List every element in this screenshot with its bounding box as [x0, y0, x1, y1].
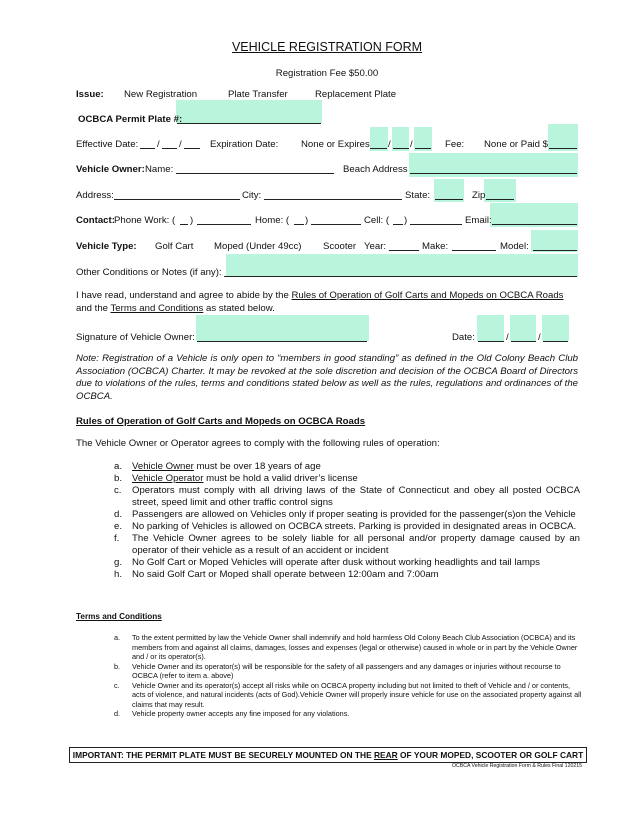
agreement-text: I have read, understand and agree to abide by the — [76, 290, 292, 301]
rule-text: Operators must comply with all driving laws of the State of Connecticut and obey all posted OCBCA street, speed limit and other traffic control signs — [132, 485, 580, 508]
none-or-expires-label: None or Expires — [301, 139, 370, 150]
rule-text: Passengers are allowed on Vehicles only if proper seating is provided for the passenger(s)on the Vehicle — [132, 509, 576, 520]
date-slash: / — [179, 139, 182, 150]
email-label: Email: — [465, 215, 492, 226]
phone-work-field[interactable] — [197, 215, 251, 225]
other-notes-label: Other Conditions or Notes (if any): — [76, 267, 222, 278]
signature-date-label: Date: — [452, 332, 475, 343]
vehicle-type-golf-cart[interactable]: Golf Cart — [155, 241, 194, 252]
effective-date-label: Effective Date: — [76, 139, 139, 150]
signature-label: Signature of Vehicle Owner: — [76, 332, 195, 343]
model-field[interactable] — [533, 241, 577, 251]
phone-home-area-field[interactable] — [294, 215, 304, 225]
rule-marker: d. — [114, 509, 123, 520]
important-notice-text: OF YOUR MOPED, SCOOTER OR GOLF CART — [397, 750, 584, 760]
date-slash: / — [388, 139, 391, 150]
term-text: Vehicle Owner and its operator(s) will be responsible for the safety of all passengers and any damages or injuries without recourse to OCBCA (refer to item a. above) — [132, 661, 561, 680]
paren-close: ) — [190, 215, 194, 226]
rule-marker: g. — [114, 557, 123, 568]
vehicle-type-moped[interactable]: Moped (Under 49cc) — [214, 241, 302, 252]
year-label: Year: — [364, 241, 387, 252]
effective-day-field[interactable] — [162, 139, 177, 149]
vehicle-type-label: Vehicle Type: — [76, 241, 137, 252]
rule-underlined-term: Vehicle Owner — [132, 461, 194, 472]
none-or-paid-label: None or Paid $ — [484, 139, 548, 150]
rule-item — [114, 521, 580, 533]
email-field[interactable] — [492, 215, 577, 225]
year-field[interactable] — [389, 241, 419, 251]
state-label: State: — [405, 190, 431, 201]
beach-address-field[interactable] — [410, 164, 577, 174]
permit-plate-field[interactable] — [177, 114, 321, 124]
issue-option-plate-transfer[interactable]: Plate Transfer — [228, 89, 288, 100]
permit-plate-label: OCBCA Permit Plate #: — [78, 114, 183, 125]
fee-label: Fee: — [445, 139, 465, 150]
phone-work-label: Phone Work: ( — [114, 215, 176, 226]
state-field[interactable] — [435, 190, 463, 200]
rule-item — [114, 485, 580, 509]
rule-item — [114, 533, 580, 557]
term-item — [114, 709, 584, 719]
zip-label: Zip — [472, 190, 486, 201]
owner-name-label: Name: — [145, 164, 174, 175]
rule-text: No said Golf Cart or Moped shall operate between 12:00am and 7:00am — [132, 569, 439, 580]
term-marker: d. — [114, 709, 121, 718]
agreement-paragraph — [76, 290, 578, 315]
membership-note: Note: Registration of a Vehicle is only open to “members in good standing” as defined in the Old Colony Beach Club Association (OCBCA) Charter. It may be revoked at the sole discretion and decision of the OCBCA Board of Directors due to violations of the rules, terms and conditions stated below as well as the rules, regulations and ordinances of the OCBCA. — [76, 353, 578, 402]
rule-marker: a. — [114, 461, 123, 472]
model-label: Model: — [500, 241, 529, 252]
term-text: To the extent permitted by law the Vehicle Owner shall indemnify and hold harmless Old Colony Beach Club Association (OCBCA) and its members from and against all claims, damages, losses and expenses (legal or otherwise) caused in whole or in part by the Vehicle Owner and / or its operator(s). — [132, 633, 578, 661]
rule-item — [114, 509, 580, 521]
zip-field[interactable] — [486, 190, 514, 200]
fee-paid-field[interactable] — [549, 139, 577, 149]
term-item — [114, 681, 584, 710]
contact-label: Contact: — [76, 215, 115, 226]
rule-text: The Vehicle Owner agrees to be solely liable for all personal and/or property damage caused by an operator of their vehicle as a result of an accident or incident — [132, 533, 580, 556]
phone-cell-field[interactable] — [410, 215, 462, 225]
term-text: Vehicle Owner and its operator(s) accept all risks while on OCBCA property including but not limited to theft of Vehicle and / or contents, acts of violence, and natural incidents (acts of God).Vehicle Owner will properly insure vehicle for use on the associated property against all claims that may result. — [132, 680, 582, 709]
rule-text: must be hold a valid driver’s license — [203, 473, 358, 484]
form-title: VEHICLE REGISTRATION FORM — [231, 40, 423, 54]
important-notice-text: IMPORTANT: THE PERMIT PLATE MUST BE SECURELY MOUNTED ON THE — [72, 750, 374, 760]
city-label: City: — [242, 190, 262, 201]
date-slash: / — [538, 332, 541, 343]
rule-item — [114, 473, 580, 485]
rules-list — [114, 461, 580, 581]
issue-label: Issue: — [76, 89, 104, 100]
issue-option-replacement-plate[interactable]: Replacement Plate — [315, 89, 397, 100]
term-item — [114, 662, 584, 681]
effective-year-field[interactable] — [184, 139, 200, 149]
beach-address-label: Beach Address — [343, 164, 408, 175]
vehicle-type-scooter[interactable]: Scooter — [323, 241, 357, 252]
term-item — [114, 633, 584, 662]
rule-text: must be over 18 years of age — [193, 461, 321, 472]
date-slash: / — [157, 139, 160, 150]
rules-intro: The Vehicle Owner or Operator agrees to comply with the following rules of operation: — [76, 438, 440, 449]
address-field[interactable] — [114, 190, 240, 200]
expires-day-field[interactable] — [393, 139, 409, 149]
important-notice-box — [69, 747, 587, 763]
expires-year-field[interactable] — [415, 139, 431, 149]
rule-marker: c. — [114, 485, 122, 496]
other-notes-field[interactable] — [224, 267, 577, 277]
phone-home-field[interactable] — [311, 215, 361, 225]
terms-heading: Terms and Conditions — [76, 612, 162, 621]
rule-text: No parking of Vehicles is allowed on OCBCA streets. Parking is provided in designated areas in OCBCA. — [132, 521, 577, 532]
rules-heading: Rules of Operation of Golf Carts and Mopeds on OCBCA Roads — [76, 416, 366, 427]
vehicle-owner-label: Vehicle Owner: — [76, 164, 145, 175]
important-notice-rear: REAR — [373, 750, 398, 760]
rule-marker: h. — [114, 569, 123, 580]
term-marker: c. — [114, 680, 120, 690]
rule-text: No Golf Cart or Moped Vehicles will operate after dusk without working headlights and tail lamps — [132, 557, 540, 568]
city-field[interactable] — [264, 190, 402, 200]
expires-month-field[interactable] — [370, 139, 387, 149]
rule-item — [114, 569, 580, 581]
rules-of-operation-link[interactable]: Rules of Operation of Golf Carts and Mopeds on OCBCA Roads — [291, 290, 564, 301]
phone-cell-label: Cell: ( — [364, 215, 390, 226]
document-version-footnote: OCBCA Vehicle Registration Form & Rules Final 120215 — [451, 763, 582, 769]
rule-marker: b. — [114, 473, 123, 484]
date-slash: / — [410, 139, 413, 150]
agreement-text: and the — [76, 302, 111, 314]
signature-date-month-field[interactable] — [478, 332, 504, 342]
rule-item — [114, 557, 580, 569]
paren-close: ) — [404, 215, 408, 226]
terms-and-conditions-link[interactable]: Terms and Conditions — [110, 302, 204, 314]
signature-date-day-field[interactable] — [511, 332, 536, 342]
phone-home-label: Home: ( — [255, 215, 290, 226]
address-label: Address: — [76, 190, 114, 201]
rule-marker: f. — [114, 533, 120, 544]
effective-month-field[interactable] — [140, 139, 155, 149]
signature-field[interactable] — [197, 332, 367, 342]
phone-cell-area-field[interactable] — [393, 215, 403, 225]
terms-list — [114, 633, 584, 719]
paren-close: ) — [305, 215, 309, 226]
rule-item — [114, 461, 580, 473]
term-text: Vehicle property owner accepts any fine imposed for any violations. — [132, 709, 350, 718]
expiration-date-label: Expiration Date: — [210, 139, 279, 150]
signature-date-year-field[interactable] — [543, 332, 568, 342]
phone-work-area-field[interactable] — [180, 215, 188, 225]
owner-name-field[interactable] — [176, 164, 334, 174]
rule-marker: e. — [114, 521, 123, 532]
registration-fee: Registration Fee $50.00 — [275, 68, 379, 79]
term-marker: a. — [114, 633, 121, 642]
make-label: Make: — [422, 241, 449, 252]
date-slash: / — [506, 332, 509, 343]
term-marker: b. — [114, 661, 121, 671]
make-field[interactable] — [452, 241, 496, 251]
agreement-text: as stated below. — [203, 302, 275, 314]
rule-underlined-term: Vehicle Operator — [132, 473, 204, 484]
issue-option-new-registration[interactable]: New Registration — [124, 89, 198, 100]
